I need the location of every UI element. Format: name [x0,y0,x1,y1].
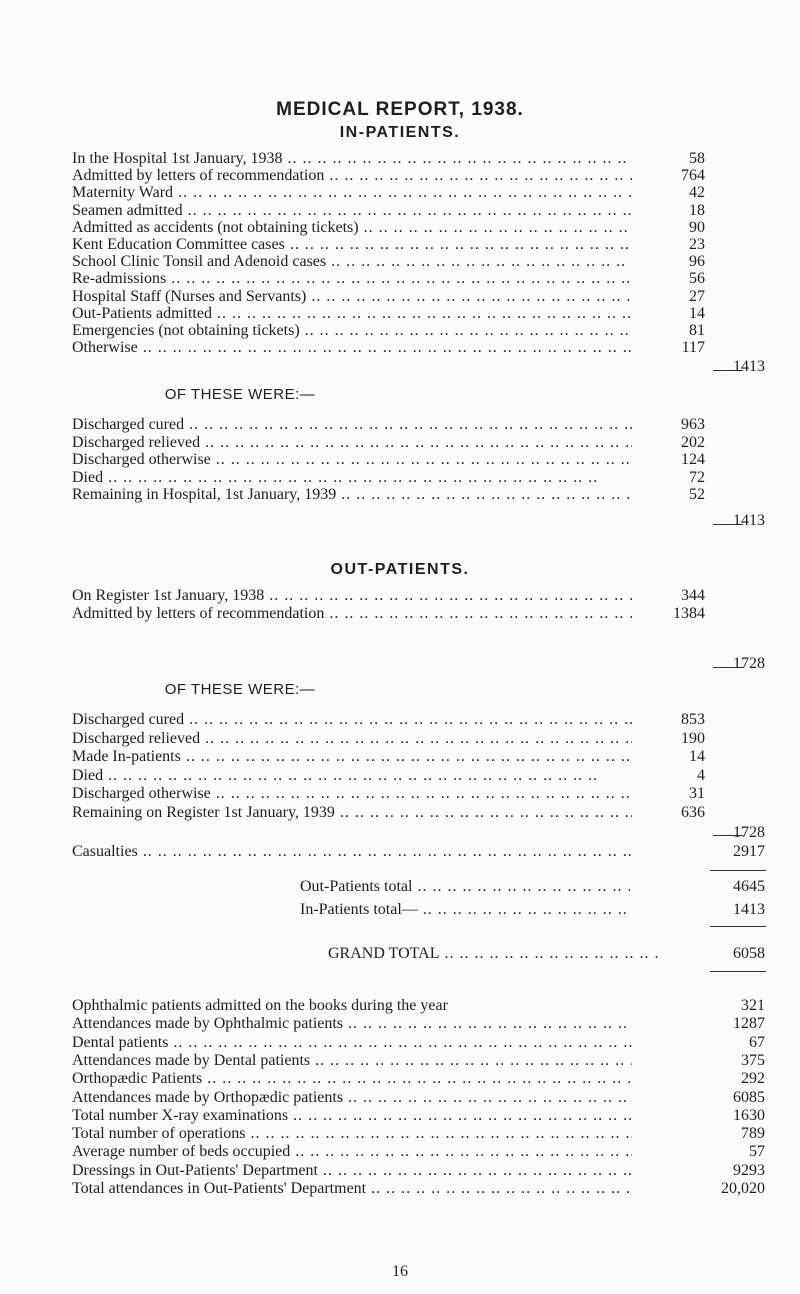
row-value: 4 [697,766,705,784]
row-value: 81 [689,322,705,339]
row-value: 42 [689,184,705,202]
row-value: 14 [689,748,705,765]
grand-total-rule [710,926,766,927]
row-value: 321 [741,997,765,1014]
row-value: 58 [689,150,705,167]
data-row [0,785,800,805]
out-total-row [0,878,800,898]
row-label: Discharged otherwise [72,785,211,802]
row-value: 117 [681,339,705,357]
row-label: Dental patients [72,1033,169,1051]
row-label: Attendances made by Dental patients [72,1051,311,1069]
row-label: Admitted as accidents (not obtaining tickets) [72,218,359,236]
row-label: Remaining on Register 1st January, 1939 [72,803,335,821]
in-patients-heading: IN-PATIENTS. [339,124,461,141]
row-value: 1630 [733,1106,765,1124]
out-total-label: Out-Patients total [300,878,413,895]
in-total-value: 1413 [733,901,765,918]
casualties-label: Casualties [72,843,138,860]
in-outcomes-total-row [0,512,800,532]
data-row [0,1143,800,1163]
row-label: Attendances made by Orthopædic patients [72,1088,344,1106]
casualties-row [0,843,800,863]
data-row [0,605,800,625]
row-value: 27 [689,287,705,305]
out-outcomes-total: 1728 [733,824,765,841]
row-label: Discharged relieved [72,433,201,451]
data-row [0,1070,800,1090]
row-value: 52 [689,486,705,503]
row-value: 6085 [733,1088,765,1106]
row-label: Discharged otherwise [72,451,211,468]
data-row [0,767,800,787]
casualties-rule [710,870,766,871]
row-value: 31 [689,785,705,802]
row-value: 853 [681,711,705,728]
data-row [0,997,800,1017]
data-row [0,486,800,506]
data-row [0,730,800,750]
data-row [0,1015,800,1035]
row-label: Kent Education Committee cases [72,236,285,253]
row-label: Discharged relieved [72,729,201,747]
data-row [0,748,800,768]
grand-total-value: 6058 [733,945,765,962]
out-patients-heading: OUT-PATIENTS. [330,561,470,578]
data-row [0,1162,800,1182]
row-value: 57 [749,1143,765,1161]
row-value: 764 [681,167,705,185]
row-value: 1384 [673,605,705,622]
row-label: Maternity Ward [72,184,174,202]
in-total-label: In-Patients total— [300,901,418,918]
in-of-these-heading: OF THESE WERE:— [164,386,316,403]
row-value: 636 [681,803,705,821]
data-row [0,1180,800,1200]
row-value: 9293 [733,1161,765,1179]
page-title: MEDICAL REPORT, 1938. [276,99,524,120]
row-label: Average number of beds occupied [72,1143,291,1161]
data-row [0,1052,800,1072]
row-label: Seamen admitted [72,201,183,219]
row-label: Total number of operations [72,1125,246,1143]
row-label: Out-Patients admitted [72,304,212,322]
row-value: 23 [689,236,705,253]
in-patients-total: 1413 [733,358,765,375]
row-value: 1287 [733,1015,765,1033]
in-patients-total-row [0,358,800,378]
out-total-value: 4645 [733,878,765,895]
row-value: 67 [749,1033,765,1051]
data-row [0,1125,800,1145]
row-label: Ophthalmic patients admitted on the books during the year [72,997,448,1014]
row-label: Admitted by letters of recommendation [72,605,325,622]
row-label: On Register 1st January, 1938 [72,587,265,604]
out-patients-total: 1728 [733,655,765,672]
data-row [0,339,800,359]
casualties-value: 2917 [733,843,765,860]
page-number: 16 [392,1263,408,1280]
row-label: Emergencies (not obtaining tickets) [72,322,300,339]
row-label: School Clinic Tonsil and Adenoid cases [72,253,327,271]
row-label: Otherwise [72,339,138,357]
row-label: Died [72,766,104,784]
row-label: Remaining in Hospital, 1st January, 1939 [72,486,337,503]
row-value: 90 [689,218,705,236]
row-value: 56 [689,270,705,288]
data-row [0,1107,800,1127]
data-row [0,711,800,731]
grand-total-label: GRAND TOTAL [328,945,440,962]
row-label: Died [72,468,104,486]
row-label: Attendances made by Ophthalmic patients [72,1015,344,1033]
row-label: In the Hospital 1st January, 1938 [72,150,283,167]
row-label: Admitted by letters of recommendation [72,167,325,185]
row-value: 344 [681,587,705,604]
out-of-these-heading: OF THESE WERE:— [164,681,316,698]
data-row [0,1089,800,1109]
row-value: 963 [681,416,705,433]
row-value: 14 [689,304,705,322]
row-value: 124 [681,451,705,468]
row-value: 292 [741,1070,765,1088]
in-outcomes-total: 1413 [733,512,765,529]
row-label: Total number X-ray examinations [72,1106,289,1124]
row-value: 72 [689,468,705,486]
out-patients-total-row [0,655,800,675]
row-value: 96 [689,253,705,271]
row-label: Re-admissions [72,270,167,288]
row-value: 789 [741,1125,765,1143]
row-value: 202 [681,433,705,451]
row-label: Orthopædic Patients [72,1070,203,1088]
row-label: Discharged cured [72,416,185,433]
data-row [0,587,800,607]
row-value: 20,020 [721,1180,765,1197]
row-value: 18 [689,201,705,219]
data-row [0,804,800,824]
out-outcomes-total-row [0,824,800,844]
grand-total-under-rule [710,971,766,972]
row-label: Dressings in Out-Patients' Department [72,1161,318,1179]
row-value: 190 [681,729,705,747]
data-row [0,1034,800,1054]
row-label: Hospital Staff (Nurses and Servants) [72,287,307,305]
row-value: 375 [741,1051,765,1069]
row-label: Discharged cured [72,711,185,728]
in-total-row [0,901,800,921]
row-label: Made In-patients [72,748,181,765]
row-label: Total attendances in Out-Patients' Department [72,1180,367,1197]
grand-total-row [0,945,800,965]
